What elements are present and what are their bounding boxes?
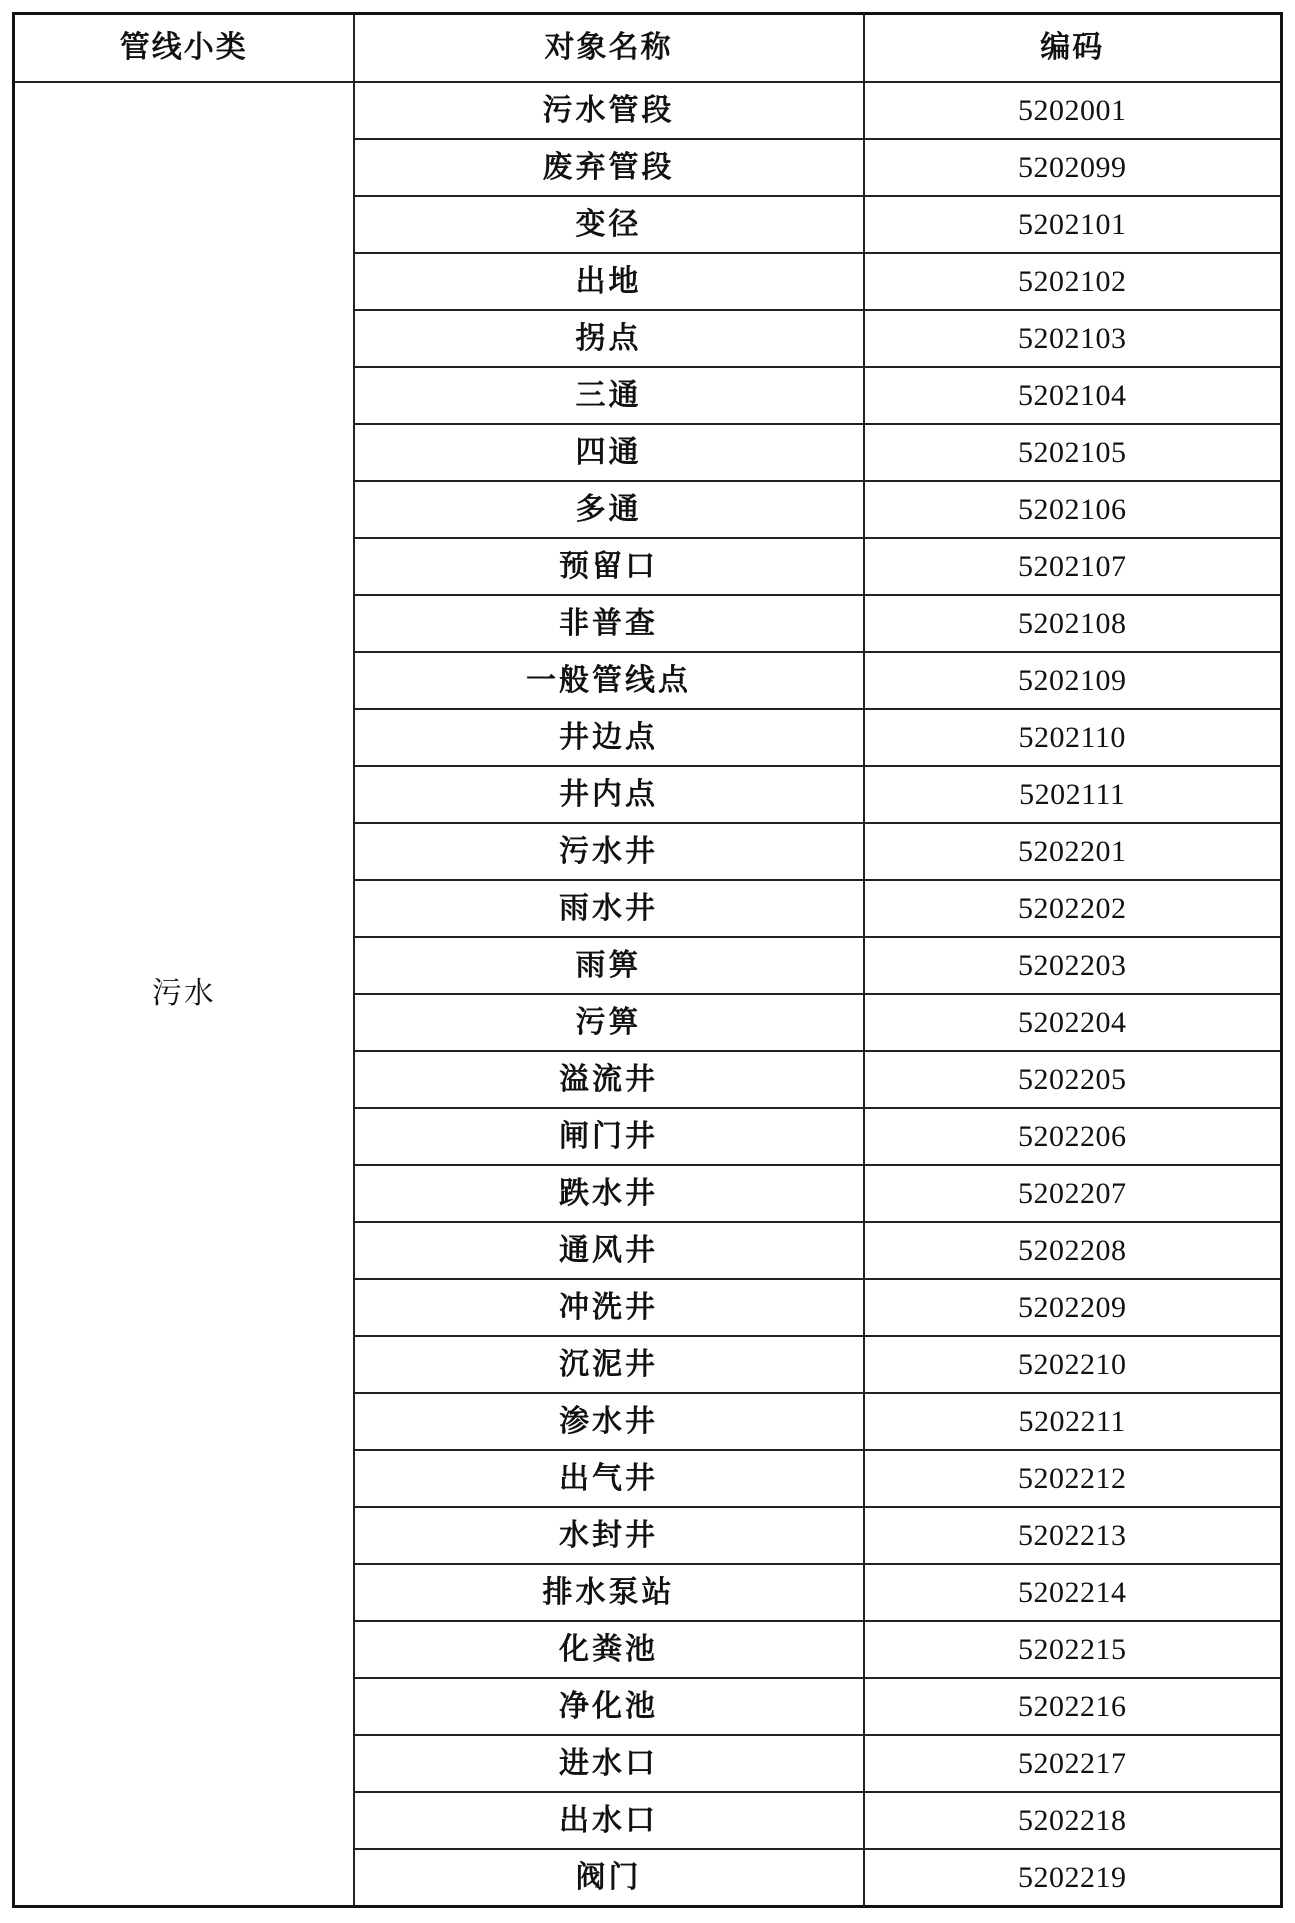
code-cell: 5202211 <box>864 1393 1282 1450</box>
object-name-cell: 拐点 <box>354 310 864 367</box>
object-name-cell: 非普查 <box>354 595 864 652</box>
header-row <box>14 14 1282 83</box>
code-cell: 5202099 <box>864 139 1282 196</box>
category-cell: 污水 <box>14 82 354 1907</box>
code-cell: 5202104 <box>864 367 1282 424</box>
code-cell: 5202111 <box>864 766 1282 823</box>
code-cell: 5202110 <box>864 709 1282 766</box>
code-cell: 5202216 <box>864 1678 1282 1735</box>
header-category: 管线小类 <box>14 14 354 83</box>
table-header <box>14 14 1282 83</box>
header-object-name: 对象名称 <box>354 14 864 83</box>
code-cell: 5202218 <box>864 1792 1282 1849</box>
object-name-cell: 水封井 <box>354 1507 864 1564</box>
object-name-cell: 污水管段 <box>354 82 864 139</box>
object-name-cell: 预留口 <box>354 538 864 595</box>
table-row <box>14 82 1282 139</box>
object-name-cell: 进水口 <box>354 1735 864 1792</box>
code-cell: 5202102 <box>864 253 1282 310</box>
code-cell: 5202103 <box>864 310 1282 367</box>
pipeline-code-table <box>12 12 1283 1908</box>
object-name-cell: 废弃管段 <box>354 139 864 196</box>
object-name-cell: 变径 <box>354 196 864 253</box>
code-cell: 5202215 <box>864 1621 1282 1678</box>
object-name-cell: 三通 <box>354 367 864 424</box>
object-name-cell: 渗水井 <box>354 1393 864 1450</box>
document-page <box>12 12 1283 1908</box>
object-name-cell: 溢流井 <box>354 1051 864 1108</box>
object-name-cell: 净化池 <box>354 1678 864 1735</box>
object-name-cell: 化粪池 <box>354 1621 864 1678</box>
object-name-cell: 污水井 <box>354 823 864 880</box>
code-cell: 5202209 <box>864 1279 1282 1336</box>
object-name-cell: 冲洗井 <box>354 1279 864 1336</box>
code-cell: 5202212 <box>864 1450 1282 1507</box>
object-name-cell: 沉泥井 <box>354 1336 864 1393</box>
object-name-cell: 阀门 <box>354 1849 864 1907</box>
code-cell: 5202105 <box>864 424 1282 481</box>
code-cell: 5202101 <box>864 196 1282 253</box>
object-name-cell: 跌水井 <box>354 1165 864 1222</box>
object-name-cell: 井边点 <box>354 709 864 766</box>
code-cell: 5202207 <box>864 1165 1282 1222</box>
code-cell: 5202206 <box>864 1108 1282 1165</box>
code-cell: 5202001 <box>864 82 1282 139</box>
code-cell: 5202109 <box>864 652 1282 709</box>
code-cell: 5202210 <box>864 1336 1282 1393</box>
object-name-cell: 雨箅 <box>354 937 864 994</box>
object-name-cell: 出地 <box>354 253 864 310</box>
code-cell: 5202217 <box>864 1735 1282 1792</box>
code-cell: 5202219 <box>864 1849 1282 1907</box>
code-cell: 5202213 <box>864 1507 1282 1564</box>
object-name-cell: 出气井 <box>354 1450 864 1507</box>
code-cell: 5202208 <box>864 1222 1282 1279</box>
code-cell: 5202214 <box>864 1564 1282 1621</box>
object-name-cell: 排水泵站 <box>354 1564 864 1621</box>
header-code: 编码 <box>864 14 1282 83</box>
code-cell: 5202202 <box>864 880 1282 937</box>
object-name-cell: 出水口 <box>354 1792 864 1849</box>
code-cell: 5202107 <box>864 538 1282 595</box>
object-name-cell: 一般管线点 <box>354 652 864 709</box>
code-cell: 5202201 <box>864 823 1282 880</box>
object-name-cell: 污箅 <box>354 994 864 1051</box>
code-cell: 5202203 <box>864 937 1282 994</box>
object-name-cell: 井内点 <box>354 766 864 823</box>
object-name-cell: 通风井 <box>354 1222 864 1279</box>
object-name-cell: 闸门井 <box>354 1108 864 1165</box>
table-body <box>14 82 1282 1907</box>
object-name-cell: 多通 <box>354 481 864 538</box>
code-cell: 5202204 <box>864 994 1282 1051</box>
object-name-cell: 雨水井 <box>354 880 864 937</box>
code-cell: 5202106 <box>864 481 1282 538</box>
object-name-cell: 四通 <box>354 424 864 481</box>
code-cell: 5202205 <box>864 1051 1282 1108</box>
code-cell: 5202108 <box>864 595 1282 652</box>
